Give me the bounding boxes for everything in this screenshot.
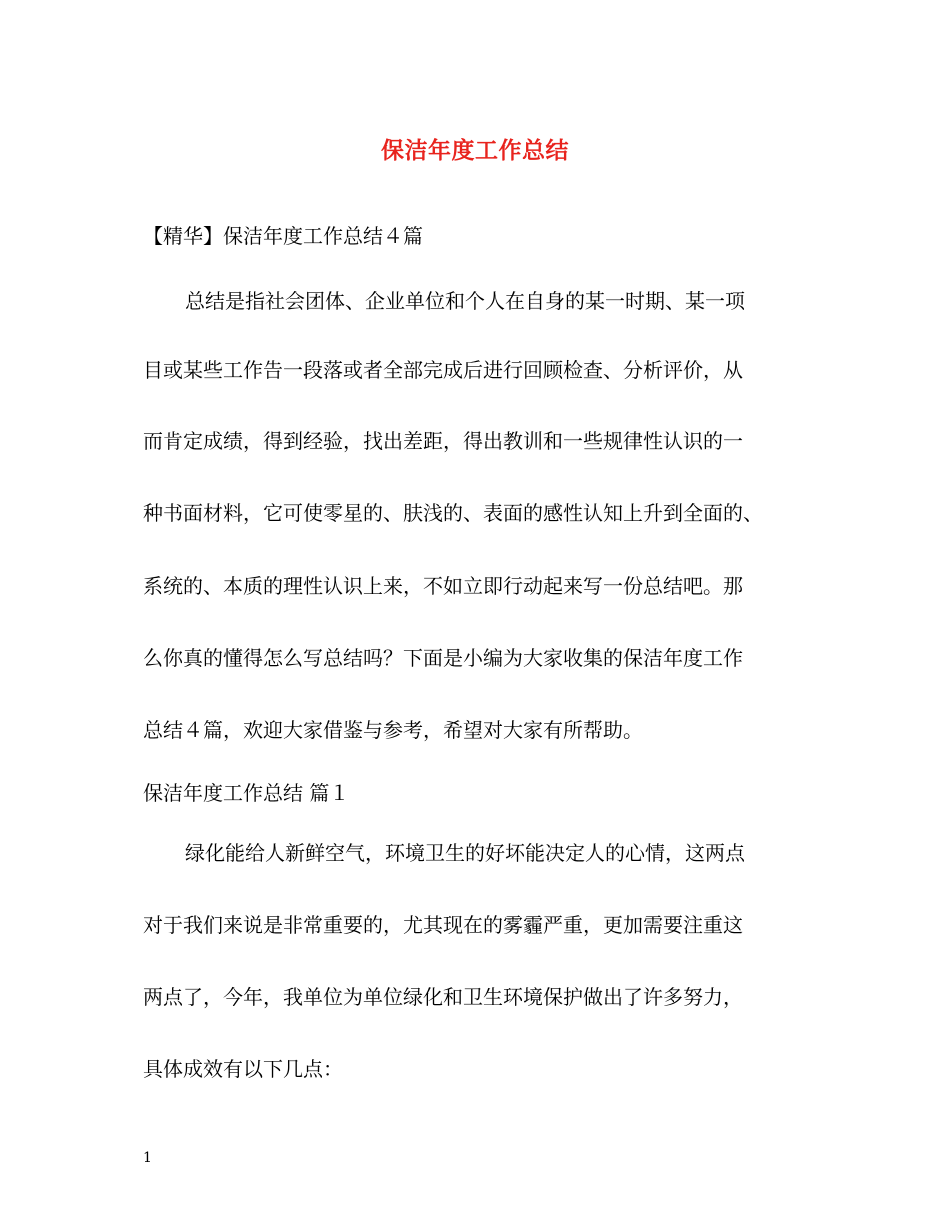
- section1-line-2: 对于我们来说是非常重要的，尤其现在的雾霾严重，更加需要注重这: [143, 913, 743, 937]
- section-heading: 保洁年度工作总结 篇１: [143, 781, 350, 805]
- page-number: 1: [143, 1150, 152, 1166]
- section1-line-4: 具体成效有以下几点：: [143, 1057, 343, 1081]
- intro-line-3: 而肯定成绩，得到经验，找出差距，得出教训和一些规律性认识的一: [143, 429, 743, 453]
- section1-line-3: 两点了，今年，我单位为单位绿化和卫生环境保护做出了许多努力，: [143, 985, 743, 1009]
- intro-line-5: 系统的、本质的理性认识上来，不如立即行动起来写一份总结吧。那: [143, 574, 743, 598]
- subtitle: 【精华】保洁年度工作总结４篇: [143, 224, 423, 248]
- intro-line-7: 总结４篇，欢迎大家借鉴与参考，希望对大家有所帮助。: [143, 718, 643, 742]
- document-title: 保洁年度工作总结: [381, 137, 569, 164]
- section1-line-1: 绿化能给人新鲜空气，环境卫生的好坏能决定人的心情，这两点: [185, 841, 745, 865]
- intro-line-4: 种书面材料，它可使零星的、肤浅的、表面的感性认知上升到全面的、: [143, 501, 763, 525]
- intro-line-2: 目或某些工作告一段落或者全部完成后进行回顾检查、分析评价，从: [143, 358, 743, 382]
- intro-line-6: 么你真的懂得怎么写总结吗？下面是小编为大家收集的保洁年度工作: [143, 646, 743, 670]
- intro-line-1: 总结是指社会团体、企业单位和个人在自身的某一时期、某一项: [185, 289, 745, 313]
